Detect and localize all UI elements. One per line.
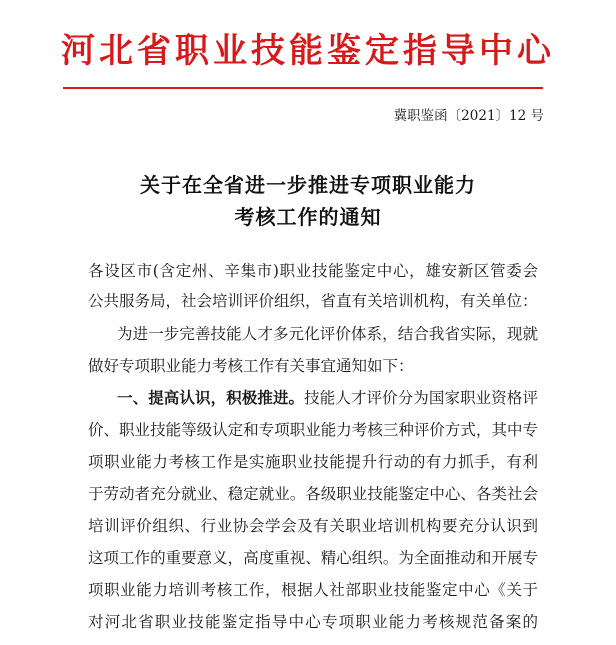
section1-line-1-text: 技能人才评价分为国家职业资格评 <box>304 389 538 407</box>
section1-line-7: 项职业能力培训考核工作，根据人社部职业技能鉴定中心《关于 <box>88 581 538 599</box>
intro-line-2: 做好专项职业能力考核工作有关事宜通知如下： <box>88 357 414 375</box>
section1-line-6: 这项工作的重要意义，高度重视、精心组织。为全面推动和开展专 <box>88 549 538 567</box>
section1-line-1 <box>117 387 538 409</box>
section1-heading: 一、提高认识，积极推进。 <box>117 389 305 407</box>
section1-line-5: 培训评价组织、行业协会学会及有关职业培训机构要充分认识到 <box>88 517 538 535</box>
letterhead-org-name: 河北省职业技能鉴定指导中心 <box>61 31 555 71</box>
addressees-line-2: 公共服务局，社会培训评价组织，省直有关培训机构，有关单位： <box>88 292 538 310</box>
section1-line-3: 项职业能力考核工作是实施职业技能提升行动的有力抓手，有利 <box>88 453 538 471</box>
letterhead-rule <box>63 87 543 89</box>
intro-line-1: 为进一步完善技能人才多元化评价体系，结合我省实际，现就 <box>117 325 538 343</box>
document-title-line-1: 关于在全省进一步推进专项职业能力 <box>140 173 476 197</box>
section1-line-4: 于劳动者充分就业、稳定就业。各级职业技能鉴定中心、各类社会 <box>88 485 538 503</box>
document-title-line-2: 考核工作的通知 <box>234 205 382 229</box>
section1-line-2: 价、职业技能等级认定和专项职业能力考核三种评价方式，其中专 <box>88 421 538 439</box>
section1-line-8: 对河北省职业技能鉴定指导中心专项职业能力考核规范备案的 <box>88 613 538 631</box>
addressees-line-1: 各设区市(含定州、辛集市)职业技能鉴定中心，雄安新区管委会 <box>88 262 538 280</box>
document-number: 冀职鉴函〔2021〕12 号 <box>393 108 544 124</box>
